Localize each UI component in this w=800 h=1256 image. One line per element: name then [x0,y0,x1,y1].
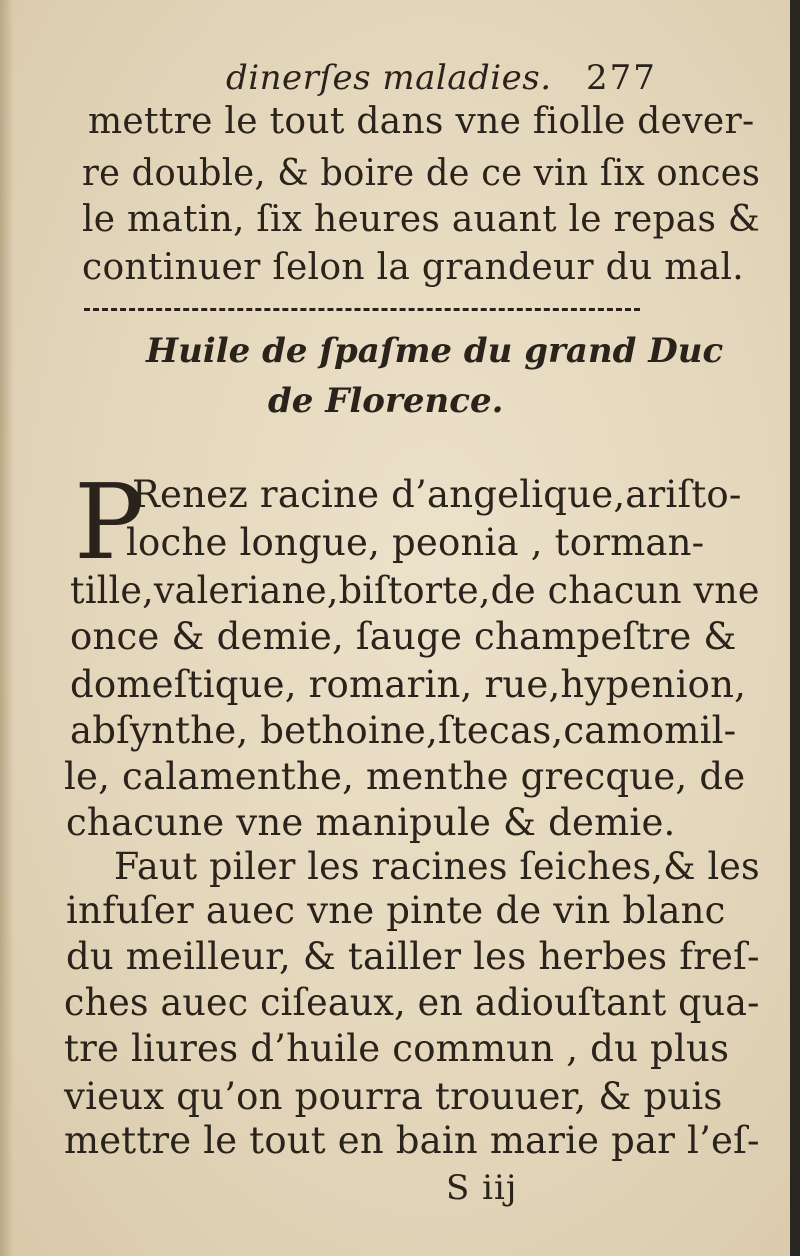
text-line: vieux qu’on pourra trouuer, & puis [64,1075,723,1118]
text-line: abſynthe, bethoine,ſtecas,camomil- [70,709,737,752]
text-line: infuſer auec vne pinte de vin blanc [66,889,726,932]
text-line: Faut piler les racines ſeiches,& les [114,845,760,888]
text-line: loche longue, peonia , torman- [126,521,705,564]
text-line: du meilleur, & tailler les herbes freſ- [66,935,760,978]
text-line: continuer ſelon la grandeur du mal. [82,247,745,288]
running-head [0,48,790,98]
text-line: mettre le tout dans vne fiolle dever- [88,101,755,142]
section-title-line: Huile de ſpaſme du grand Duc [146,331,724,371]
text-line: once & demie, ſauge champeſtre & [70,615,737,658]
text-line: tre liures d’huile commun , du plus [64,1027,730,1070]
text-line: re double, & boire de ce vin ſix onces [82,153,761,194]
text-line: le, calamenthe, menthe grecque, de [64,755,746,798]
drop-cap: P [74,461,144,583]
signature-mark: S iij [446,1168,518,1208]
text-line: mettre le tout en bain marie par l’eſ- [64,1119,760,1162]
text-line: domeſtique, romarin, rue,hypenion, [70,663,747,706]
section-title-line: de Florence. [268,381,504,421]
text-line: chacune vne manipule & demie. [66,801,676,844]
text-line: Renez racine d’angelique,ariſto- [132,473,742,516]
running-title: dinerſes maladies. [226,58,552,98]
text-line: tille,valeriane,biſtorte,de chacun vne [70,569,760,612]
text-line: ches auec ciſeaux, en adiouſtant qua- [64,981,760,1024]
text-line: le matin, ſix heures auant le repas & [82,199,761,240]
page-number: 277 [586,58,657,98]
section-divider [84,308,640,311]
